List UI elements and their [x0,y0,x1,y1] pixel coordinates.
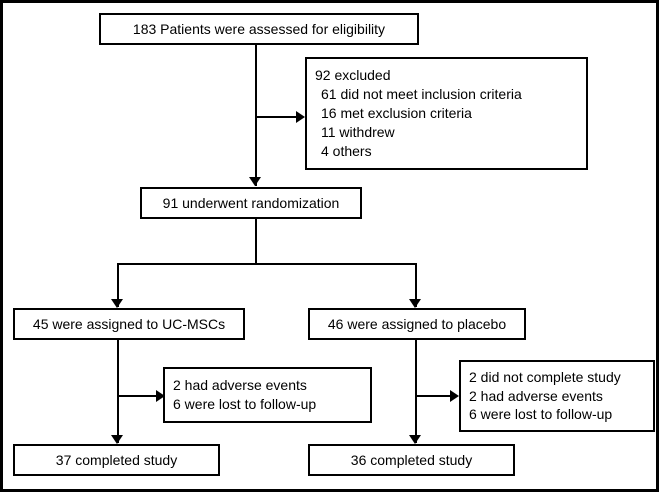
node-assigned-placebo [308,308,526,340]
node-losses-placebo-line-1: 2 had adverse events [469,387,603,404]
node-losses-treatment [163,367,372,423]
connector-randomization-down [255,219,257,264]
node-excluded [305,57,588,170]
arrowhead-to-randomization [249,177,261,186]
connector-placebo-to-losses [415,395,453,397]
node-assessed-line-0: 183 Patients were assessed for eligibility [132,20,386,37]
arrowhead-placebo-losses [450,390,459,402]
connector-randomization-split [117,263,417,265]
node-assessed-for-eligibility [99,13,419,45]
node-excluded-line-0: 92 excluded [315,67,391,84]
node-losses-treatment-line-0: 2 had adverse events [173,377,307,394]
connector-treatment-to-completed [117,340,119,443]
arrowhead-to-placebo-arm [409,299,421,308]
connector-placebo-to-completed [415,340,417,443]
node-excluded-line-3: 11 withdrew [321,123,395,140]
node-completed-treatment [13,444,220,476]
node-excluded-line-2: 16 met exclusion criteria [321,105,472,122]
arrowhead-to-treatment-arm [111,299,123,308]
node-losses-placebo-line-2: 6 were lost to follow-up [469,406,613,423]
node-randomization-line-0: 91 underwent randomization [162,194,340,211]
node-losses-placebo-line-0: 2 did not complete study [469,368,621,385]
node-excluded-line-1: 61 did not meet inclusion criteria [321,86,522,103]
arrowhead-to-excluded [296,111,305,123]
node-completed-placebo [308,444,515,476]
node-completed-treatment-line-0: 37 completed study [55,451,178,468]
connector-treatment-to-losses [117,395,159,397]
node-assigned-ucmscs [13,308,245,340]
arrowhead-placebo-completed [409,435,421,444]
connector-to-excluded [255,116,299,118]
node-losses-placebo [459,360,655,432]
node-excluded-line-4: 4 others [321,142,372,159]
node-underwent-randomization [140,187,362,219]
node-losses-treatment-line-1: 6 were lost to follow-up [173,396,317,412]
node-assigned-placebo-line-0: 46 were assigned to placebo [327,315,507,332]
arrowhead-treatment-completed [111,435,123,444]
node-completed-placebo-line-0: 36 completed study [350,451,473,468]
node-assigned-treatment-line-0: 45 were assigned to UC-MSCs [32,315,226,332]
